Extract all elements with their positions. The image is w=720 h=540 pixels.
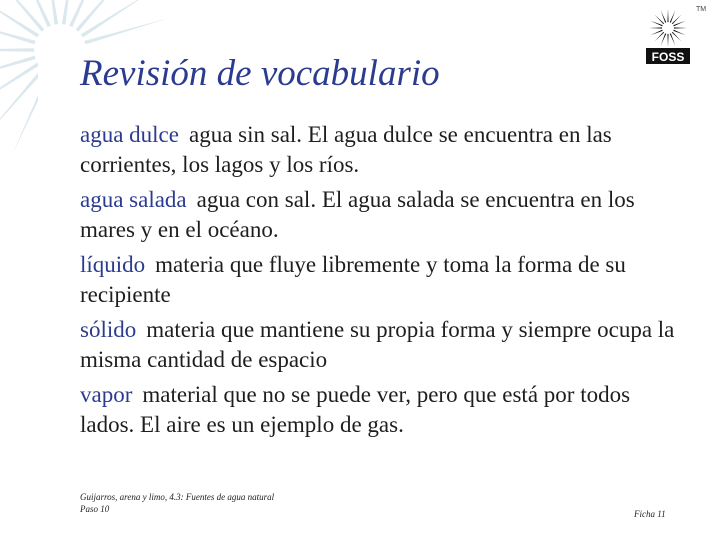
trademark-mark: TM bbox=[696, 6, 707, 13]
definition-entry bbox=[80, 250, 690, 310]
definition: materia que fluye libremente y toma la forma de su recipiente bbox=[80, 252, 626, 307]
term: agua dulce bbox=[80, 122, 179, 147]
footer-source-line: Guijarros, arena y limo, 4.3: Fuentes de agua natural bbox=[80, 492, 275, 502]
footer-card-number: Ficha 11 bbox=[634, 509, 666, 519]
definition-entry bbox=[80, 315, 690, 375]
definition-entry bbox=[80, 380, 690, 440]
definition-entry bbox=[80, 185, 690, 245]
definitions-list bbox=[80, 120, 690, 445]
definition: agua sin sal. El agua dulce se encuentra en las corrientes, los lagos y los ríos. bbox=[80, 122, 612, 177]
term: vapor bbox=[80, 382, 133, 407]
definition: material que no se puede ver, pero que está por todos lados. El aire es un ejemplo de gas. bbox=[80, 382, 631, 437]
definition: materia que mantiene su propia forma y siempre ocupa la misma cantidad de espacio bbox=[80, 317, 675, 372]
definition-entry bbox=[80, 120, 690, 180]
logo-text: FOSS bbox=[651, 50, 685, 64]
definition: agua con sal. El agua salada se encuentra en los mares y en el océano. bbox=[80, 187, 635, 242]
footer-source bbox=[80, 491, 274, 515]
foss-logo bbox=[643, 6, 693, 66]
term: líquido bbox=[80, 252, 146, 277]
term: agua salada bbox=[80, 187, 187, 212]
page-title: Revisión de vocabulario bbox=[80, 53, 440, 94]
term: sólido bbox=[80, 317, 137, 342]
footer-step: Paso 10 bbox=[80, 504, 110, 514]
